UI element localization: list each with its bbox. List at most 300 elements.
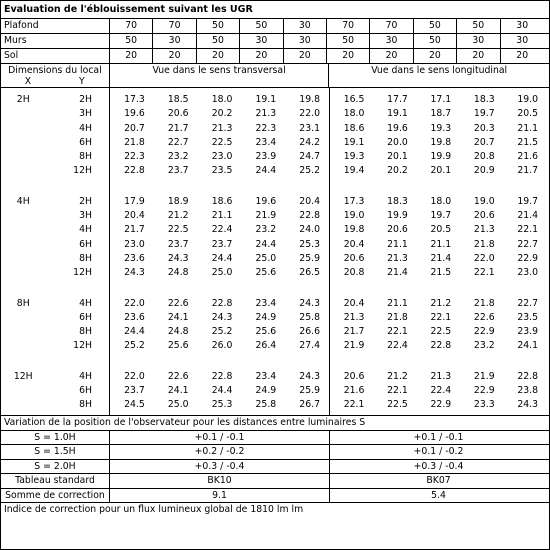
reflectance-value: 20: [197, 49, 240, 63]
room-y: 12H: [73, 340, 92, 352]
room-x: 12H: [13, 370, 33, 382]
transversal-row: [110, 325, 329, 339]
room-y: 4H: [79, 122, 92, 134]
transversal-row: [110, 223, 329, 237]
transversal-row: [110, 384, 329, 398]
longitudinal-row: [330, 370, 547, 384]
ugr-value: 21.5: [430, 267, 452, 279]
variation-title: Variation de la position de l'observateur pour les distances entre luminaires S: [1, 416, 549, 431]
ugr-value: 20.6: [473, 210, 495, 222]
reflectance-value: 20: [414, 49, 457, 63]
x-label: X: [24, 75, 32, 87]
room-y: 6H: [79, 238, 92, 250]
ugr-value: 19.1: [343, 136, 365, 148]
transversal-row: [110, 311, 329, 325]
ugr-value: 21.1: [387, 297, 408, 309]
ugr-value: 20.4: [124, 210, 145, 222]
reflectance-value: 30: [240, 34, 283, 48]
reflectance-row-plafond: [1, 19, 549, 34]
ugr-value: 18.0: [343, 108, 365, 120]
ugr-value: 23.9: [255, 151, 277, 163]
ugr-value: 21.8: [473, 297, 495, 309]
room-dimensions-column: [1, 88, 110, 415]
ugr-value: 18.6: [343, 122, 365, 134]
ugr-value: 20.6: [167, 108, 189, 120]
dimension-row: [1, 209, 109, 223]
dimension-row: [1, 266, 109, 280]
ugr-value: 19.8: [343, 224, 365, 236]
ugr-value: 19.0: [517, 94, 539, 105]
ugr-value: 21.1: [430, 238, 452, 250]
longitudinal-row: [330, 238, 547, 252]
ugr-value: 23.8: [517, 385, 539, 397]
ugr-value: 21.5: [517, 136, 539, 148]
ugr-value: 21.9: [473, 370, 495, 382]
ugr-value: 20.7: [473, 136, 495, 148]
ugr-value: 24.0: [299, 224, 320, 236]
ugr-value: 22.1: [387, 385, 408, 397]
ugr-value: 17.3: [343, 195, 365, 207]
ugr-value: 20.3: [473, 122, 495, 134]
ugr-value: 26.7: [299, 399, 320, 411]
transversal-row: [110, 136, 329, 150]
ugr-value: 21.3: [255, 108, 277, 120]
table-title: Evaluation de l'éblouissement suivant les UGR: [1, 1, 549, 19]
room-x: [1, 164, 46, 178]
ugr-value: 22.9: [473, 326, 495, 338]
ugr-value: 19.8: [430, 136, 452, 148]
ugr-value: 25.0: [167, 399, 189, 411]
ugr-value: 22.5: [167, 224, 189, 236]
ugr-value: 22.3: [124, 151, 145, 163]
room-x: [1, 311, 46, 325]
reflectance-value: 50: [327, 34, 370, 48]
room-x: [1, 150, 46, 164]
ugr-value: 24.3: [124, 267, 145, 279]
ugr-value: 25.0: [211, 267, 233, 279]
ugr-value: 24.8: [167, 267, 189, 279]
ugr-value: 21.7: [517, 165, 539, 177]
ugr-value: 20.0: [387, 136, 408, 148]
correction-sum-longitudinal: 5.4: [431, 489, 446, 501]
ugr-value: 24.1: [167, 385, 189, 397]
reflectance-value: 20: [327, 49, 370, 63]
room-group-4h: [1, 195, 109, 281]
ugr-value: 25.6: [255, 267, 277, 279]
ugr-value: 19.6: [387, 122, 408, 134]
variation-row: [1, 431, 549, 446]
ugr-value: 22.8: [211, 297, 233, 309]
ugr-value: 19.1: [255, 94, 277, 105]
ugr-value: 21.3: [387, 252, 408, 264]
ugr-value: 23.4: [255, 297, 277, 309]
ugr-value: 20.8: [343, 267, 365, 279]
standard-table-label: Tableau standard: [1, 474, 110, 488]
reflectance-value: 30: [457, 34, 500, 48]
ugr-value: 24.4: [211, 252, 233, 264]
ugr-value: 20.8: [473, 151, 495, 163]
ugr-value: 22.0: [299, 108, 320, 120]
ugr-value: 19.6: [255, 195, 277, 207]
ugr-value: 24.4: [124, 326, 145, 338]
transversal-row: [110, 398, 329, 412]
ugr-value: 21.2: [387, 370, 408, 382]
reflectance-value: 20: [516, 50, 529, 61]
room-y: 3H: [79, 108, 92, 120]
ugr-value: 23.0: [124, 238, 145, 250]
view-transversal-label: Vue dans le sens transversal: [110, 64, 330, 87]
variation-rows: [1, 431, 549, 475]
reflectance-row-murs: [1, 34, 549, 49]
ugr-value: 20.5: [517, 108, 539, 120]
room-y: 2H: [79, 195, 92, 207]
room-x: 4H: [16, 195, 30, 207]
ugr-value: 19.9: [387, 210, 408, 222]
ugr-value: 21.4: [430, 252, 452, 264]
ugr-value: 22.6: [473, 311, 495, 323]
reflectance-value: 20: [240, 49, 283, 63]
room-x: [1, 209, 46, 223]
ugr-value: 22.4: [387, 340, 408, 352]
ugr-value: 21.3: [343, 311, 365, 323]
ugr-value: 23.7: [167, 165, 189, 177]
ugr-value: 21.7: [124, 224, 145, 236]
standard-table-longitudinal: BK07: [426, 475, 451, 487]
ugr-value: 25.9: [299, 385, 320, 397]
dimension-row: [1, 252, 109, 266]
transversal-row: [110, 370, 329, 384]
ugr-value: 20.7: [124, 122, 145, 134]
ugr-value: 20.4: [299, 195, 320, 207]
dimension-row: [1, 150, 109, 164]
dimension-row: [1, 384, 109, 398]
longitudinal-row: [330, 297, 547, 311]
dimension-row: [1, 195, 109, 209]
ugr-value: 24.3: [211, 311, 233, 323]
ugr-value: 21.7: [343, 326, 365, 338]
room-y: 12H: [73, 165, 92, 177]
ugr-value: 21.8: [473, 238, 495, 250]
ugr-value: 23.5: [211, 165, 233, 177]
longitudinal-row: [330, 209, 547, 223]
ugr-value: 23.4: [255, 136, 277, 148]
reflectance-value: 20: [153, 49, 196, 63]
room-y: 2H: [79, 94, 92, 105]
variation-transversal: +0.3 / -0.4: [110, 460, 330, 474]
ugr-value: 21.1: [517, 122, 539, 134]
ugr-value: 22.8: [299, 210, 320, 222]
variation-longitudinal: +0.1 / -0.2: [413, 446, 464, 458]
ugr-value: 17.9: [124, 195, 145, 207]
longitudinal-group: [330, 297, 547, 354]
ugr-value: 16.5: [343, 94, 365, 105]
ugr-value: 25.9: [299, 252, 320, 264]
ugr-value: 22.5: [430, 326, 452, 338]
transversal-row: [110, 252, 329, 266]
reflectance-value: 20: [284, 49, 327, 63]
ugr-value: 24.3: [299, 370, 320, 382]
ugr-value: 17.3: [124, 94, 145, 105]
transversal-row: [110, 107, 329, 121]
dimensions-label: Dimensions du local: [8, 64, 102, 76]
ugr-value: 21.3: [211, 122, 233, 134]
dimensions-label-cell: [1, 64, 110, 87]
dimension-row: [1, 370, 109, 384]
reflectance-value: 50: [414, 19, 457, 33]
longitudinal-row: [330, 223, 547, 237]
ugr-value: 24.1: [517, 340, 539, 352]
reflectance-value: 20: [110, 49, 153, 63]
ugr-value: 24.4: [255, 165, 277, 177]
dimension-row: [1, 107, 109, 121]
ugr-value: 22.5: [387, 399, 408, 411]
ugr-value: 21.6: [343, 385, 365, 397]
longitudinal-group: [330, 370, 547, 413]
reflectance-value: 30: [284, 19, 327, 33]
room-x: [1, 107, 46, 121]
ugr-value: 19.8: [299, 94, 320, 105]
ugr-value: 22.8: [124, 165, 145, 177]
ugr-value: 22.7: [167, 136, 189, 148]
ugr-value: 25.2: [124, 340, 145, 352]
ugr-value: 22.1: [473, 267, 495, 279]
ugr-value: 23.6: [124, 252, 145, 264]
room-x: [1, 266, 46, 280]
dimension-row: [1, 136, 109, 150]
dimension-row: [1, 164, 109, 178]
reflectance-value: 50: [457, 19, 500, 33]
ugr-value: 22.7: [517, 238, 539, 250]
ugr-value: 22.8: [517, 370, 539, 382]
dimension-row: [1, 297, 109, 311]
dimension-row: [1, 93, 109, 107]
ugr-value: 18.5: [167, 94, 189, 105]
ugr-value: 19.0: [343, 210, 365, 222]
ugr-value: 26.4: [255, 340, 277, 352]
ugr-value: 19.9: [430, 151, 452, 163]
transversal-row: [110, 150, 329, 164]
transversal-group: [110, 297, 329, 354]
ugr-value: 22.1: [517, 224, 539, 236]
ugr-value: 22.1: [387, 326, 408, 338]
transversal-group: [110, 93, 329, 179]
ugr-value: 24.4: [211, 385, 233, 397]
room-y: 8H: [79, 252, 92, 264]
ugr-value: 22.5: [211, 136, 233, 148]
ugr-value: 18.7: [430, 108, 452, 120]
room-y: 4H: [79, 297, 92, 309]
dimensions-header-row: [1, 64, 549, 88]
ugr-value: 22.0: [124, 297, 145, 309]
transversal-group: [110, 370, 329, 413]
ugr-value: 19.3: [343, 151, 365, 163]
ugr-value: 25.6: [255, 326, 277, 338]
dimension-row: [1, 223, 109, 237]
ugr-value: 26.0: [211, 340, 233, 352]
ugr-value: 22.7: [517, 297, 539, 309]
ugr-value: 22.6: [167, 297, 189, 309]
ugr-value: 23.6: [124, 311, 145, 323]
ugr-value: 23.3: [473, 399, 495, 411]
ugr-value: 24.1: [167, 311, 189, 323]
room-y: 6H: [79, 385, 92, 397]
ugr-value: 23.7: [124, 385, 145, 397]
ugr-value: 21.6: [517, 151, 539, 163]
ugr-value: 20.5: [430, 224, 452, 236]
room-x: [1, 223, 46, 237]
ugr-values-block: [1, 88, 549, 416]
ugr-value: 24.9: [255, 311, 277, 323]
ugr-value: 24.5: [124, 399, 145, 411]
longitudinal-row: [330, 107, 547, 121]
reflectance-value: 30: [516, 35, 529, 46]
ugr-value: 21.2: [167, 210, 189, 222]
ugr-value: 22.1: [430, 311, 452, 323]
ugr-value: 23.2: [167, 151, 189, 163]
reflectance-label: Plafond: [1, 19, 110, 33]
ugr-value: 21.7: [167, 122, 189, 134]
room-y: 4H: [79, 224, 92, 236]
ugr-value: 21.4: [387, 267, 408, 279]
longitudinal-row: [330, 398, 547, 412]
ugr-value: 24.2: [299, 136, 320, 148]
room-group-2h: [1, 93, 109, 179]
reflectance-value: 50: [110, 34, 153, 48]
room-x: [1, 238, 46, 252]
longitudinal-row: [330, 164, 547, 178]
ugr-value: 25.6: [167, 340, 189, 352]
dimension-row: [1, 339, 109, 353]
reflectance-value: 70: [370, 19, 413, 33]
longitudinal-group: [330, 195, 547, 281]
room-x: [1, 136, 46, 150]
dimension-row: [1, 311, 109, 325]
reflectance-value: 30: [516, 20, 529, 31]
ugr-value: 25.8: [299, 311, 320, 323]
reflectance-value: 50: [414, 34, 457, 48]
reflectance-value: 50: [240, 19, 283, 33]
room-y: 8H: [79, 151, 92, 163]
ugr-value: 21.3: [430, 370, 452, 382]
ugr-value: 22.4: [211, 224, 233, 236]
reflectance-value: 20: [370, 49, 413, 63]
ugr-value: 25.0: [255, 252, 277, 264]
ugr-value: 20.4: [343, 238, 365, 250]
longitudinal-row: [330, 195, 547, 209]
ugr-value: 19.4: [343, 165, 365, 177]
ugr-value: 23.4: [255, 370, 277, 382]
spacing-label: S = 2.0H: [1, 460, 110, 474]
ugr-value: 22.6: [167, 370, 189, 382]
ugr-value: 18.3: [473, 94, 495, 105]
dimension-row: [1, 238, 109, 252]
ugr-value: 22.0: [473, 252, 495, 264]
ugr-value: 18.3: [387, 195, 408, 207]
ugr-value: 22.9: [517, 252, 539, 264]
ugr-value: 22.0: [124, 370, 145, 382]
ugr-value: 23.2: [255, 224, 277, 236]
transversal-row: [110, 93, 329, 107]
ugr-value: 24.7: [299, 151, 320, 163]
spacing-label: S = 1.5H: [1, 445, 110, 459]
ugr-value: 21.1: [387, 238, 408, 250]
ugr-value: 24.3: [299, 297, 320, 309]
longitudinal-row: [330, 122, 547, 136]
dimension-row: [1, 122, 109, 136]
ugr-value: 24.8: [167, 326, 189, 338]
standard-table-transversal: BK10: [110, 474, 330, 488]
longitudinal-row: [330, 266, 547, 280]
reflectance-value: 50: [197, 34, 240, 48]
ugr-value: 22.8: [430, 340, 452, 352]
longitudinal-row: [330, 136, 547, 150]
room-x: [1, 339, 46, 353]
variation-transversal: +0.2 / -0.2: [110, 445, 330, 459]
reflectance-value: 70: [153, 19, 196, 33]
ugr-value: 22.1: [343, 399, 365, 411]
ugr-value: 24.3: [517, 399, 539, 411]
ugr-value: 24.4: [255, 238, 277, 250]
reflectance-label: Murs: [1, 34, 110, 48]
ugr-value: 26.5: [299, 267, 320, 279]
ugr-value: 22.8: [211, 370, 233, 382]
variation-row: [1, 445, 549, 460]
ugr-value: 25.3: [211, 399, 233, 411]
room-group-8h: [1, 297, 109, 354]
ugr-value: 20.6: [343, 370, 365, 382]
room-x: 2H: [16, 94, 30, 105]
ugr-value: 23.9: [517, 326, 539, 338]
ugr-value: 23.7: [211, 238, 233, 250]
ugr-value: 19.6: [124, 108, 145, 120]
ugr-value: 18.0: [430, 195, 452, 207]
reflectance-value: 70: [110, 19, 153, 33]
ugr-value: 20.1: [430, 165, 452, 177]
reflectance-value: 30: [284, 34, 327, 48]
spacing-label: S = 1.0H: [1, 431, 110, 445]
ugr-value: 18.0: [211, 94, 233, 105]
ugr-value: 19.7: [517, 195, 539, 207]
standard-table-row: [1, 474, 549, 489]
ugr-value: 23.1: [299, 122, 320, 134]
ugr-value: 17.7: [387, 94, 408, 105]
ugr-value: 24.3: [167, 252, 189, 264]
room-x: [1, 398, 46, 412]
ugr-value: 25.3: [299, 238, 320, 250]
reflectance-header: [1, 19, 549, 64]
room-x: [1, 325, 46, 339]
ugr-value: 24.9: [255, 385, 277, 397]
reflectance-value: 20: [457, 49, 500, 63]
ugr-value: 23.0: [211, 151, 233, 163]
ugr-value: 23.5: [517, 311, 539, 323]
variation-longitudinal: +0.1 / -0.1: [413, 431, 464, 443]
ugr-value: 18.9: [167, 195, 189, 207]
ugr-value: 20.9: [473, 165, 495, 177]
room-group-12h: [1, 370, 109, 413]
dimension-row: [1, 398, 109, 412]
transversal-row: [110, 339, 329, 353]
ugr-value: 20.2: [211, 108, 233, 120]
transversal-row: [110, 122, 329, 136]
reflectance-value: 30: [153, 34, 196, 48]
view-longitudinal-label: Vue dans le sens longitudinal: [371, 65, 508, 76]
ugr-value: 23.2: [473, 340, 495, 352]
ugr-value: 23.0: [517, 267, 539, 279]
ugr-value: 25.2: [299, 165, 320, 177]
variation-transversal: +0.1 / -0.1: [110, 431, 330, 445]
ugr-value: 22.3: [255, 122, 277, 134]
